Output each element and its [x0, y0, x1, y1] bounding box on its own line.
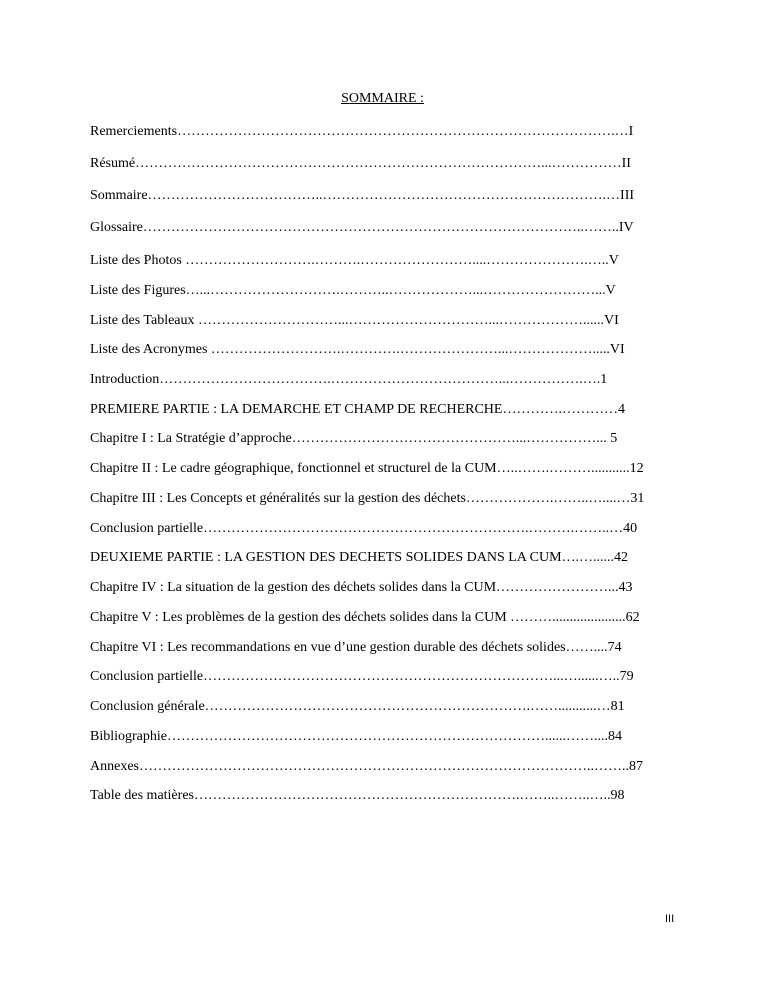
toc-entry-conclusion-generale: Conclusion générale…………………………………………………………….……...........…81 — [90, 699, 625, 714]
toc-entry-chapitre-2: Chapitre II : Le cadre géographique, fonctionnel et structurel de la CUM…..…….………...........12 — [90, 461, 644, 476]
toc-entry-liste-photos: Liste des Photos ……………………….……….……………………....………………….…..V — [90, 253, 619, 268]
toc-entry-annexes: Annexes……………………………………………………………………………………..……..87 — [90, 759, 643, 774]
toc-entry-remerciements: Remerciements………………………………………………………………………………….…I — [90, 124, 634, 139]
toc-entry-liste-tableaux: Liste des Tableaux …………………………...…………………………...………………......VI — [90, 313, 619, 328]
toc-entry-liste-figures: Liste des Figures…...……………………….………..………………...……………………...V — [90, 283, 616, 298]
toc-entry-bibliographie: Bibliographie………………………………………………………………………......……....84 — [90, 729, 622, 744]
page-number: III — [665, 913, 675, 925]
toc-entry-glossaire: Glossaire…………………………………………………………………………………..……..IV — [90, 220, 634, 235]
toc-entry-chapitre-4: Chapitre IV : La situation de la gestion des déchets solides dans la CUM……………………...43 — [90, 580, 633, 595]
toc-entry-chapitre-3: Chapitre III : Les Concepts et généralités sur la gestion des déchets……………….……..…....…31 — [90, 491, 645, 506]
toc-entry-introduction: Introduction……………………………….………………………………...…………….….1 — [90, 372, 608, 387]
toc-entry-table-des-matieres: Table des matières…………………………………………………………….……..……..…..98 — [90, 788, 625, 803]
toc-entry-conclusion-partielle-2: Conclusion partielle…………………………………………………………………...…......…..79 — [90, 669, 634, 684]
page-title-text: SOMMAIRE : — [341, 91, 424, 106]
toc-entry-deuxieme-partie: DEUXIEME PARTIE : LA GESTION DES DECHETS SOLIDES DANS LA CUM….…......42 — [90, 550, 629, 565]
toc-entry-chapitre-6: Chapitre VI : Les recommandations en vue d’une gestion durable des déchets solides……....74 — [90, 640, 622, 655]
toc-entry-sommaire: Sommaire………………………………..…………………………………………………….…III — [90, 188, 635, 203]
toc-entry-conclusion-partielle-1: Conclusion partielle…………………………………………………………….……….……..…40 — [90, 521, 638, 536]
toc-entry-liste-acronymes: Liste des Acronymes ……………………….………….…………………...……………….....VI — [90, 342, 625, 357]
toc-entry-chapitre-5: Chapitre V : Les problèmes de la gestion des déchets solides dans la CUM ……….....................62 — [90, 610, 640, 625]
page-title — [0, 90, 765, 108]
toc-entry-resume: Résumé……………………………………………………………………………...……………II — [90, 156, 631, 171]
toc-entry-premiere-partie: PREMIERE PARTIE : LA DEMARCHE ET CHAMP DE RECHERCHE………….…………4 — [90, 402, 625, 417]
toc-entry-chapitre-1: Chapitre I : La Stratégie d’approche…………………………………………...……………... 5 — [90, 431, 618, 446]
